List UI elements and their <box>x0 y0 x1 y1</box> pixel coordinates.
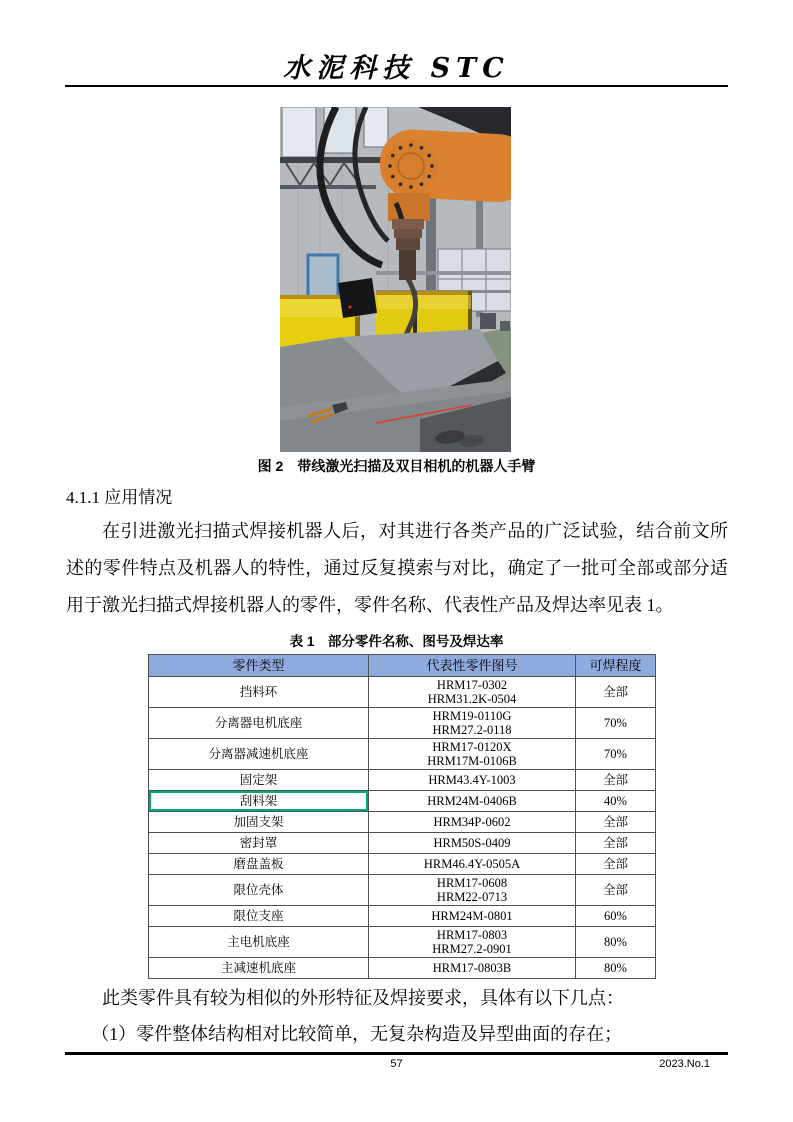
part-type-cell: 刮料架 <box>149 791 369 812</box>
part-code-line: HRM17-0608 <box>436 876 508 890</box>
part-code-line: HRM31.2K-0504 <box>427 692 517 706</box>
column-header: 零件类型 <box>149 655 369 677</box>
header-rule <box>65 85 728 87</box>
part-code-line: HRM17-0803 <box>436 928 508 942</box>
part-type-cell: 分离器减速机底座 <box>149 739 369 770</box>
table-row <box>149 708 656 739</box>
part-code-cell <box>369 854 576 875</box>
figure-caption: 图 2 带线激光扫描及双目相机的机器人手臂 <box>257 458 536 474</box>
part-code-cell <box>369 875 576 906</box>
part-type-cell: 限位壳体 <box>149 875 369 906</box>
part-code-line: HRM43.4Y-1003 <box>428 773 516 787</box>
column-header: 代表性零件图号 <box>369 655 576 677</box>
part-code-cell <box>369 708 576 739</box>
part-type-cell: 固定架 <box>149 770 369 791</box>
part-type-cell: 加固支架 <box>149 812 369 833</box>
column-header: 可焊程度 <box>576 655 656 677</box>
weldability-cell: 70% <box>576 739 656 770</box>
part-code-cell <box>369 958 576 979</box>
part-code-line: HRM17-0302 <box>436 678 508 692</box>
part-code-cell <box>369 927 576 958</box>
weldability-cell: 全部 <box>576 812 656 833</box>
weldability-cell: 全部 <box>576 833 656 854</box>
part-code-cell <box>369 812 576 833</box>
figure-photo <box>280 107 511 452</box>
part-code-line: HRM50S-0409 <box>433 836 511 850</box>
table-row <box>149 812 656 833</box>
table-row <box>149 677 656 708</box>
part-type-cell: 挡料环 <box>149 677 369 708</box>
footer-issue: 2023.No.1 <box>659 1058 710 1070</box>
part-type-cell: 主减速机底座 <box>149 958 369 979</box>
part-type-cell: 磨盘盖板 <box>149 854 369 875</box>
part-code-line: HRM17-0803B <box>432 961 512 975</box>
table-row <box>149 833 656 854</box>
footer-page-number: 57 <box>390 1058 403 1070</box>
part-code-cell <box>369 906 576 927</box>
part-code-cell <box>369 791 576 812</box>
weldability-cell: 60% <box>576 906 656 927</box>
part-type-cell: 分离器电机底座 <box>149 708 369 739</box>
table-row <box>149 791 656 812</box>
part-code-line: HRM27.2-0118 <box>432 723 512 737</box>
table-caption: 表 1 部分零件名称、图号及焊达率 <box>289 634 504 649</box>
part-code-line: HRM19-0110G <box>432 709 512 723</box>
parts-table-body <box>149 677 656 979</box>
part-code-line: HRM46.4Y-0505A <box>423 857 521 871</box>
weldability-cell: 80% <box>576 958 656 979</box>
part-code-line: HRM17-0120X <box>432 740 512 754</box>
list-item-1: （1）零件整体结构相对比较简单，无复杂构造及异型曲面的存在； <box>91 1024 623 1044</box>
part-code-cell <box>369 770 576 791</box>
weldability-cell: 全部 <box>576 875 656 906</box>
journal-title: 水泥科技 STC <box>283 53 510 84</box>
table-row <box>149 739 656 770</box>
weldability-cell: 40% <box>576 791 656 812</box>
body-paragraph-1: 在引进激光扫描式焊接机器人后，对其进行各类产品的广泛试验，结合前文所述的零件特点及机器人的特性，通过反复摸索与对比，确定了一批可全部或部分适用于激光扫描式焊接机器人的零件，零件名称、代表性产品及焊达率见表 1。 <box>66 521 728 615</box>
part-code-line: HRM24M-0406B <box>427 794 517 808</box>
section-heading: 4.1.1 应用情况 <box>66 488 173 507</box>
table-row <box>149 875 656 906</box>
part-type-cell: 密封罩 <box>149 833 369 854</box>
weldability-cell: 80% <box>576 927 656 958</box>
weldability-cell: 全部 <box>576 677 656 708</box>
weldability-cell: 全部 <box>576 770 656 791</box>
table-row <box>149 958 656 979</box>
part-type-cell: 限位支座 <box>149 906 369 927</box>
table-row <box>149 927 656 958</box>
table-header-row <box>149 655 656 677</box>
robot-arm-photo <box>280 107 511 452</box>
part-code-cell <box>369 833 576 854</box>
table-row <box>149 854 656 875</box>
parts-table <box>148 654 656 979</box>
part-code-line: HRM34P-0602 <box>433 815 511 829</box>
part-code-line: HRM24M-0801 <box>431 909 513 923</box>
table-row <box>149 906 656 927</box>
part-code-cell <box>369 739 576 770</box>
part-code-cell <box>369 677 576 708</box>
weldability-cell: 全部 <box>576 854 656 875</box>
part-type-cell: 主电机底座 <box>149 927 369 958</box>
part-code-line: HRM27.2-0901 <box>432 942 512 956</box>
table-row <box>149 770 656 791</box>
part-code-line: HRM22-0713 <box>436 890 508 904</box>
weldability-cell: 70% <box>576 708 656 739</box>
footer-rule <box>65 1052 728 1055</box>
body-paragraph-2: 此类零件具有较为相似的外形特征及焊接要求，具体有以下几点： <box>102 988 624 1008</box>
part-code-line: HRM17M-0106B <box>427 754 517 768</box>
